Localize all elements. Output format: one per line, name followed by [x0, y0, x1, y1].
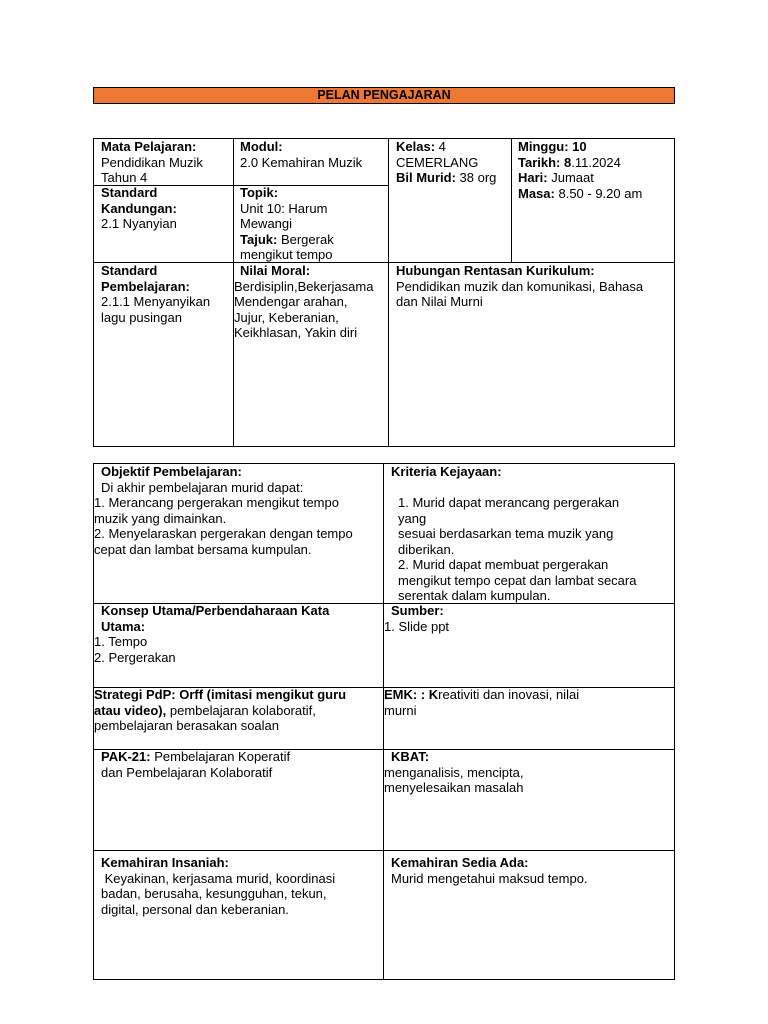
masa-value: 8.50 - 9.20 am — [554, 185, 643, 201]
sumber-cell — [384, 603, 672, 634]
sedia-ada-cell — [391, 855, 671, 886]
hubungan-line-1: Pendidikan muzik dan komunikasi, Bahasa — [396, 278, 644, 294]
sedia-ada-line-1: Murid mengetahui maksud tempo. — [391, 870, 588, 886]
nilai-moral-cell — [234, 263, 387, 341]
konsep-label-2: Utama: — [101, 618, 146, 634]
topik-label: Topik: — [240, 185, 279, 200]
insaniah-cell — [101, 855, 382, 917]
kelas-cell — [396, 139, 511, 186]
objektif-line-2: muzik yang dimainkan. — [94, 510, 227, 526]
hari-label: Hari: — [518, 170, 548, 185]
konsep-line-1: 1. Tempo — [94, 634, 148, 649]
hari-value: Jumaat — [547, 170, 594, 185]
standard-kandungan-label-1: Standard — [101, 185, 158, 200]
strategi-value-2: pembelajaran kolaboratif, — [166, 702, 316, 718]
kriteria-line-6: mengikut tempo cepat dan lambat secara — [398, 572, 637, 588]
tarikh-value: .11.2024 — [571, 154, 621, 170]
konsep-line-2: 2. Pergerakan — [94, 649, 176, 665]
modul-cell — [240, 139, 386, 170]
kbat-line-2: menyelesaikan masalah — [384, 780, 524, 795]
emk-line-2: murni — [384, 702, 417, 718]
modul-label: Modul: — [240, 139, 283, 154]
mata-pelajaran-cell — [101, 139, 231, 186]
strategi-line-3: pembelajaran berasakan soalan — [94, 718, 280, 733]
topik-line-2: Mewangi — [240, 216, 293, 231]
kbat-line-1: menganalisis, mencipta, — [384, 764, 524, 780]
topik-cell — [240, 185, 386, 263]
tajuk-label: Tajuk: — [240, 231, 278, 247]
tajuk-value: Bergerak — [277, 231, 334, 247]
insaniah-label: Kemahiran Insaniah: — [101, 855, 229, 870]
standard-pembelajaran-label-2: Pembelajaran: — [101, 278, 190, 294]
kelas-label: Kelas: — [396, 139, 436, 154]
hubungan-label: Hubungan Rentasan Kurikulum: — [396, 263, 595, 278]
topik-line-1: Unit 10: Harum — [240, 200, 328, 216]
emk-value: reativiti dan inovasi, nilai — [438, 687, 580, 702]
nilai-moral-line-3: Jujur, Keberanian, — [234, 309, 339, 325]
konsep-cell — [94, 603, 382, 665]
standard-pembelajaran-line-2: lagu pusingan — [101, 309, 182, 325]
konsep-label-1: Konsep Utama/Perbendaharaan Kata — [101, 603, 330, 618]
nilai-moral-line-1: Berdisiplin,Bekerjasama — [234, 278, 374, 294]
standard-pembelajaran-line-1: 2.1.1 Menyanyikan — [101, 294, 211, 309]
standard-pembelajaran-cell — [101, 263, 231, 325]
tarikh-label: Tarikh: — [518, 154, 564, 170]
objektif-cell — [94, 464, 382, 557]
strategi-label-2: atau video), — [94, 702, 167, 718]
mata-pelajaran-line-1: Pendidikan Muzik — [101, 154, 203, 170]
tajuk-line-2: mengikut tempo — [240, 247, 333, 262]
objektif-line-3: 2. Menyelaraskan pergerakan dengan tempo — [94, 526, 353, 541]
hubungan-line-2: dan Nilai Murni — [396, 294, 483, 309]
info-table — [93, 138, 675, 447]
pak21-label: PAK-21: — [101, 749, 151, 764]
kriteria-label: Kriteria Kejayaan: — [391, 464, 502, 479]
kriteria-line-7: serentak dalam kumpulan. — [398, 588, 551, 603]
nilai-moral-line-4: Keikhlasan, Yakin diri — [234, 325, 358, 340]
kriteria-line-2: yang — [398, 510, 427, 526]
nilai-moral-label: Nilai Moral: — [240, 263, 311, 278]
strategi-label-1: Strategi PdP: Orff (imitasi mengikut guru — [94, 687, 347, 702]
page-title: PELAN PENGAJARAN — [317, 88, 451, 102]
pak21-cell — [94, 749, 382, 780]
minggu-cell — [518, 139, 673, 201]
tarikh-bold: 8 — [564, 154, 572, 170]
pak21-line-2: dan Pembelajaran Kolaboratif — [101, 764, 273, 780]
kriteria-line-1: 1. Murid dapat merancang pergerakan — [398, 495, 620, 510]
hubungan-cell — [396, 263, 672, 310]
masa-label: Masa: — [518, 185, 555, 201]
objektif-line-4: cepat dan lambat bersama kumpulan. — [94, 541, 312, 557]
objektif-intro: Di akhir pembelajaran murid dapat: — [101, 479, 304, 495]
sumber-label: Sumber: — [391, 603, 444, 618]
insaniah-line-3: digital, personal dan keberanian. — [101, 901, 289, 917]
bil-murid-value: 38 org — [455, 170, 497, 185]
bil-murid-label: Bil Murid: — [396, 170, 456, 185]
kbat-label: KBAT: — [391, 749, 430, 764]
standard-kandungan-cell — [101, 185, 231, 232]
minggu-label: Minggu: 10 — [518, 139, 587, 154]
modul-value: 2.0 Kemahiran Muzik — [240, 154, 363, 170]
page-title-banner — [93, 87, 675, 104]
kelas-value-2: CEMERLANG — [396, 154, 479, 170]
emk-label: EMK: : K — [384, 687, 439, 702]
sedia-ada-label: Kemahiran Sedia Ada: — [391, 855, 529, 870]
standard-kandungan-value: 2.1 Nyanyian — [101, 216, 177, 231]
sumber-line-1: 1. Slide ppt — [384, 618, 450, 634]
mata-pelajaran-line-2: Tahun 4 — [101, 170, 148, 185]
kbat-cell — [384, 749, 672, 796]
standard-pembelajaran-label-1: Standard — [101, 263, 158, 278]
objektif-line-1: 1. Merancang pergerakan mengikut tempo — [94, 495, 339, 510]
nilai-moral-line-2: Mendengar arahan, — [234, 294, 348, 309]
details-table — [93, 463, 675, 980]
mata-pelajaran-label: Mata Pelajaran: — [101, 139, 197, 154]
kriteria-line-3: sesuai berdasarkan tema muzik yang — [398, 526, 614, 541]
strategi-cell — [94, 687, 382, 734]
objektif-label: Objektif Pembelajaran: — [101, 464, 242, 479]
kriteria-line-4: diberikan. — [398, 541, 455, 557]
insaniah-line-1: Keyakinan, kerjasama murid, koordinasi — [101, 870, 336, 886]
kriteria-line-5: 2. Murid dapat membuat pergerakan — [398, 557, 609, 572]
kriteria-cell — [391, 464, 671, 604]
kelas-value: 4 — [435, 139, 446, 154]
pak21-value: Pembelajaran Koperatif — [150, 749, 291, 764]
insaniah-line-2: badan, berusaha, kesungguhan, tekun, — [101, 886, 327, 901]
standard-kandungan-label-2: Kandungan: — [101, 200, 177, 216]
emk-cell — [384, 687, 672, 718]
